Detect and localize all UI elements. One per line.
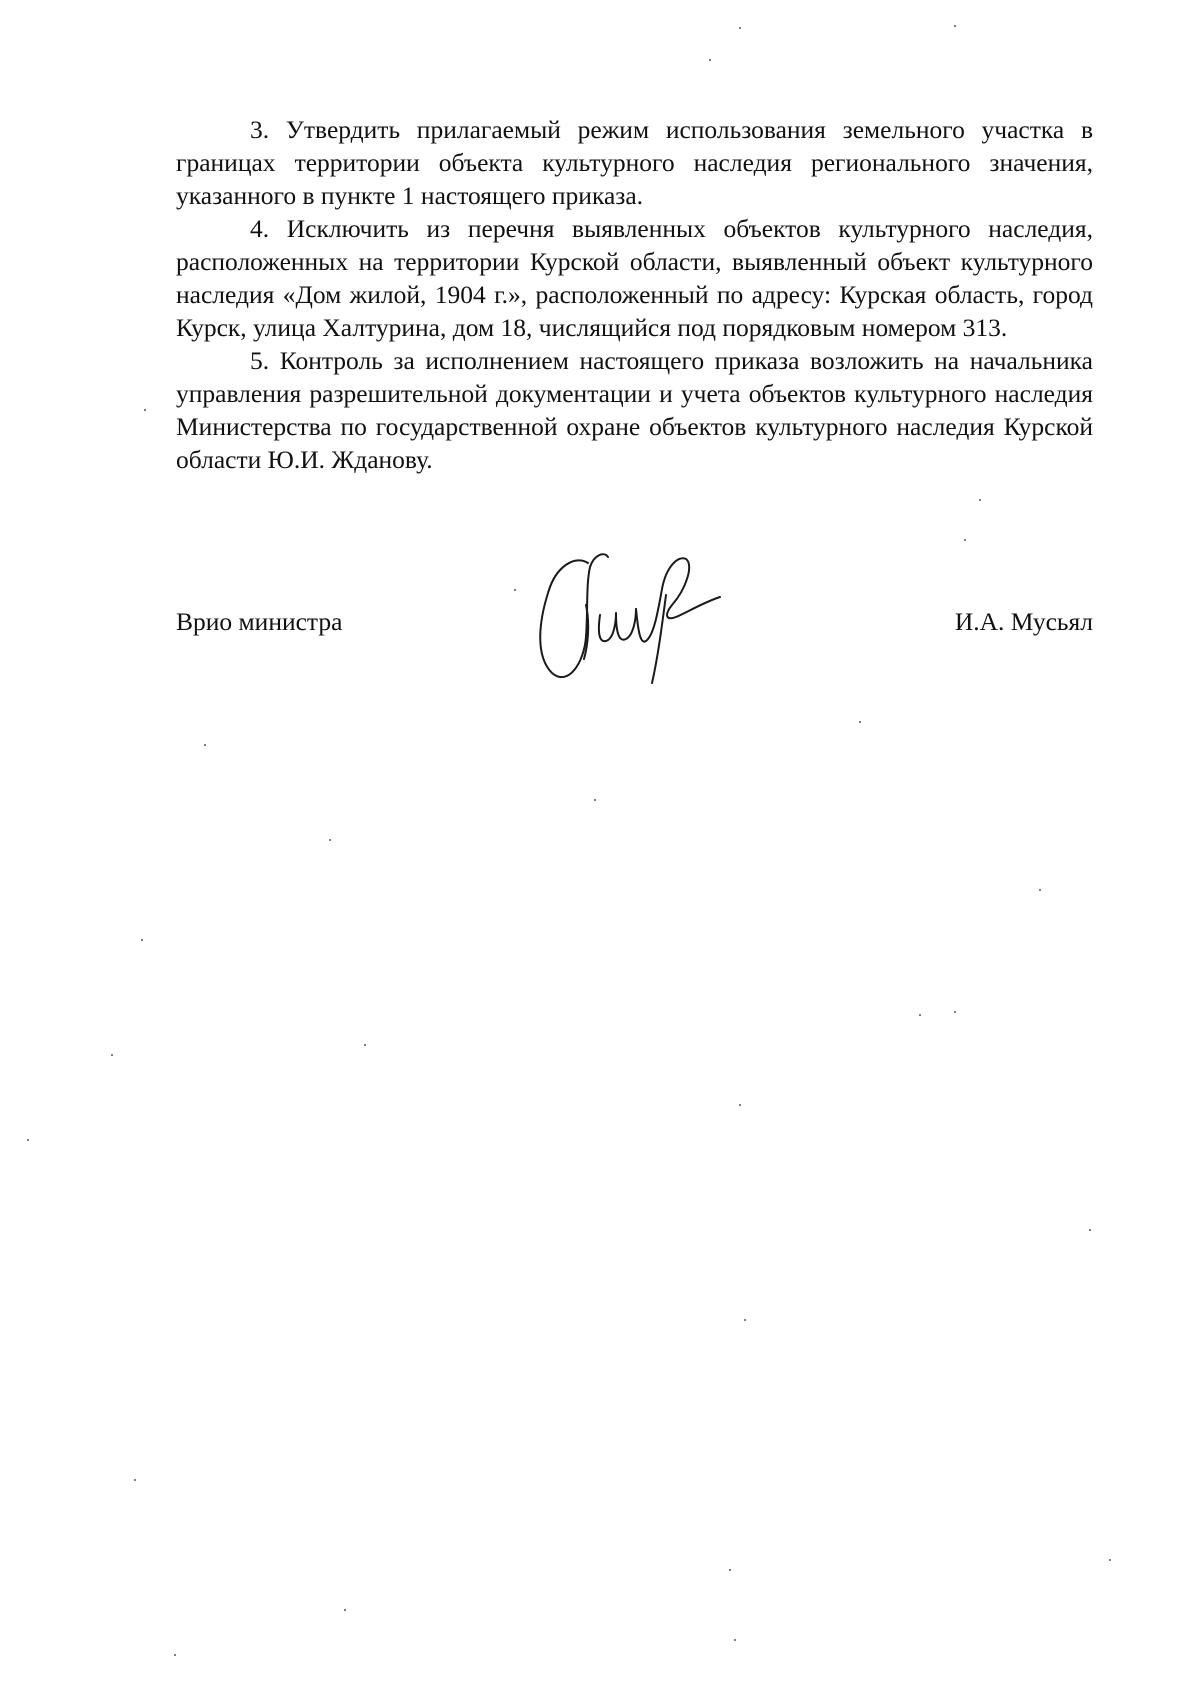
paragraph-item-4: 4. Исключить из перечня выявленных объектов культурного наследия, расположенных на территории Курской области, выявленный объект культурного наследия «Дом жилой, 1904 г.», расположенный по адресу: Курская область, город Курск, улица Халтурина, дом 18, числящийся под порядковым номером 313. bbox=[176, 214, 1093, 342]
signer-name: И.А. Мусьял bbox=[954, 607, 1093, 636]
document-body bbox=[176, 113, 1093, 476]
handwritten-signature bbox=[526, 545, 736, 695]
signer-title: Врио министра bbox=[176, 607, 343, 636]
signature-block bbox=[176, 545, 1093, 695]
paragraph-item-5: 5. Контроль за исполнением настоящего приказа возложить на начальника управления разрешительной документации и учета объектов культурного наследия Министерства по государственной охране объектов культурного наследия Курской области Ю.И. Жданову. bbox=[176, 346, 1093, 474]
paragraph-item-3: 3. Утвердить прилагаемый режим использования земельного участка в границах территории объекта культурного наследия регионального значения, указанного в пункте 1 настоящего приказа. bbox=[176, 115, 1093, 210]
